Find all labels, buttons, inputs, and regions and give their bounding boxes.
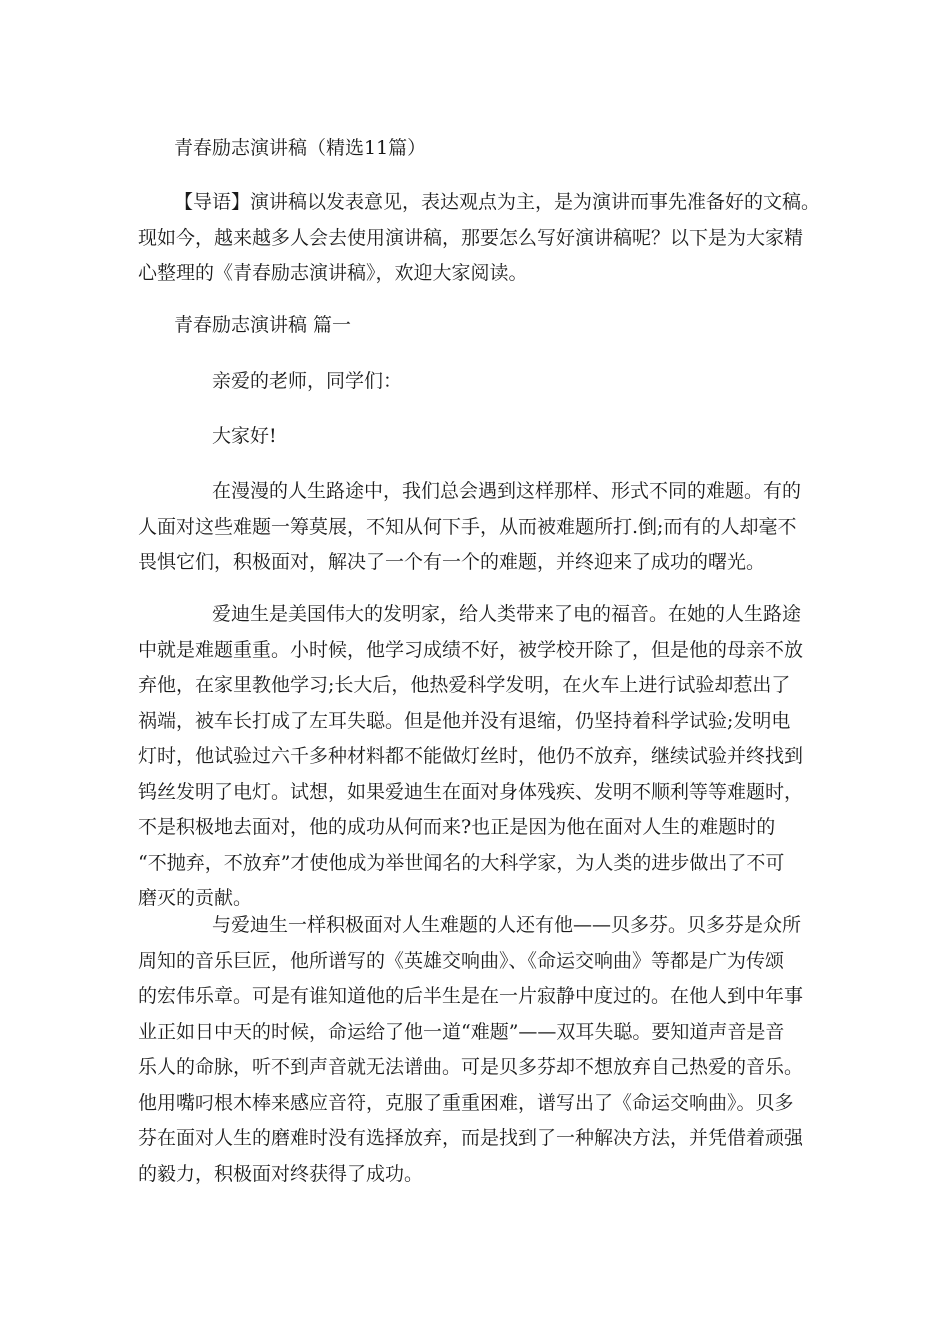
paragraph-line: 灯时，他试验过六千多种材料都不能做灯丝时，他仍不放弃，继续试验并终找到 (138, 745, 804, 767)
body-paragraph-1 (138, 474, 828, 581)
paragraph-line: 钨丝发明了电灯。试想，如果爱迪生在面对身体残疾、发明不顺利等等难题时， (138, 780, 804, 803)
paragraph-line: 芬在面对人生的磨难时没有选择放弃，而是找到了一种解决方法，并凭借着顽强 (138, 1127, 804, 1149)
intro-line-3: 心整理的《青春励志演讲稿》，欢迎大家阅读。 (138, 262, 528, 284)
paragraph-line: 畏惧它们，积极面对，解决了一个有一个的难题，并终迎来了成功的曙光。 (138, 551, 766, 573)
paragraph-line: “不抛弃，不放弃”才使他成为举世闻名的大科学家，为人类的进步做出了不可 (138, 851, 785, 874)
document-title: 青春励志演讲稿（精选11篇） (174, 137, 427, 159)
paragraph-line: 弃他，在家里教他学习;长大后，他热爱科学发明，在火车上进行试验却惹出了 (138, 674, 791, 696)
paragraph-line: 他用嘴叼根木棒来感应音符，克服了重重困难，谱写出了《命运交响曲》。贝多 (138, 1091, 794, 1114)
paragraph-line: 的宏伟乐章。可是有谁知道他的后半生是在一片寂静中度过的。在他人到中年事 (138, 985, 804, 1007)
paragraph-line: 乐人的命脉，听不到声音就无法谱曲。可是贝多芬却不想放弃自己热爱的音乐。 (138, 1056, 804, 1078)
paragraph-line: 业正如日中天的时候，命运给了他一道“难题”——双耳失聪。要知道声音是音 (138, 1020, 785, 1043)
paragraph-line: 周知的音乐巨匠，他所谱写的《英雄交响曲》、《命运交响曲》等都是广为传颂 (138, 949, 785, 972)
intro-line-2: 现如今，越来越多人会去使用演讲稿，那要怎么写好演讲稿呢？以下是为大家精 (138, 226, 804, 249)
paragraph-line: 的毅力，积极面对终获得了成功。 (138, 1162, 424, 1185)
intro-paragraph (138, 185, 828, 292)
paragraph-line: 磨灭的贡献。 (138, 887, 253, 909)
intro-line-1: 【导语】演讲稿以发表意见，表达观点为主，是为演讲而事先准备好的文稿。 (174, 191, 821, 213)
paragraph-line: 不是积极地去面对，他的成功从何而来?也正是因为他在面对人生的难题时的 (138, 816, 776, 838)
paragraph-line: 中就是难题重重。小时候，他学习成绩不好，被学校开除了，但是他的母亲不放 (138, 638, 804, 661)
paragraph-line: 人面对这些难题一筹莫展，不知从何下手，从而被难题所打.倒;而有的人却毫不 (138, 515, 797, 538)
intro-tag: 【导语】 (174, 191, 251, 213)
salutation: 亲爱的老师，同学们： (212, 370, 403, 392)
paragraph-line: 在漫漫的人生路途中，我们总会遇到这样那样、形式不同的难题。有的 (212, 480, 802, 502)
paragraph-line: 爱迪生是美国伟大的发明家，给人类带来了电的福音。在她的人生路途 (212, 603, 802, 625)
section-heading: 青春励志演讲稿 篇一 (174, 314, 352, 336)
greeting: 大家好! (212, 425, 277, 447)
body-paragraph-3 (138, 908, 828, 1192)
paragraph-line: 与爱迪生一样积极面对人生难题的人还有他——贝多芬。贝多芬是众所 (212, 914, 802, 936)
body-paragraph-2 (138, 597, 828, 917)
paragraph-line: 祸端，被车长打成了左耳失聪。但是他并没有退缩，仍坚持着科学试验;发明电 (138, 709, 791, 732)
